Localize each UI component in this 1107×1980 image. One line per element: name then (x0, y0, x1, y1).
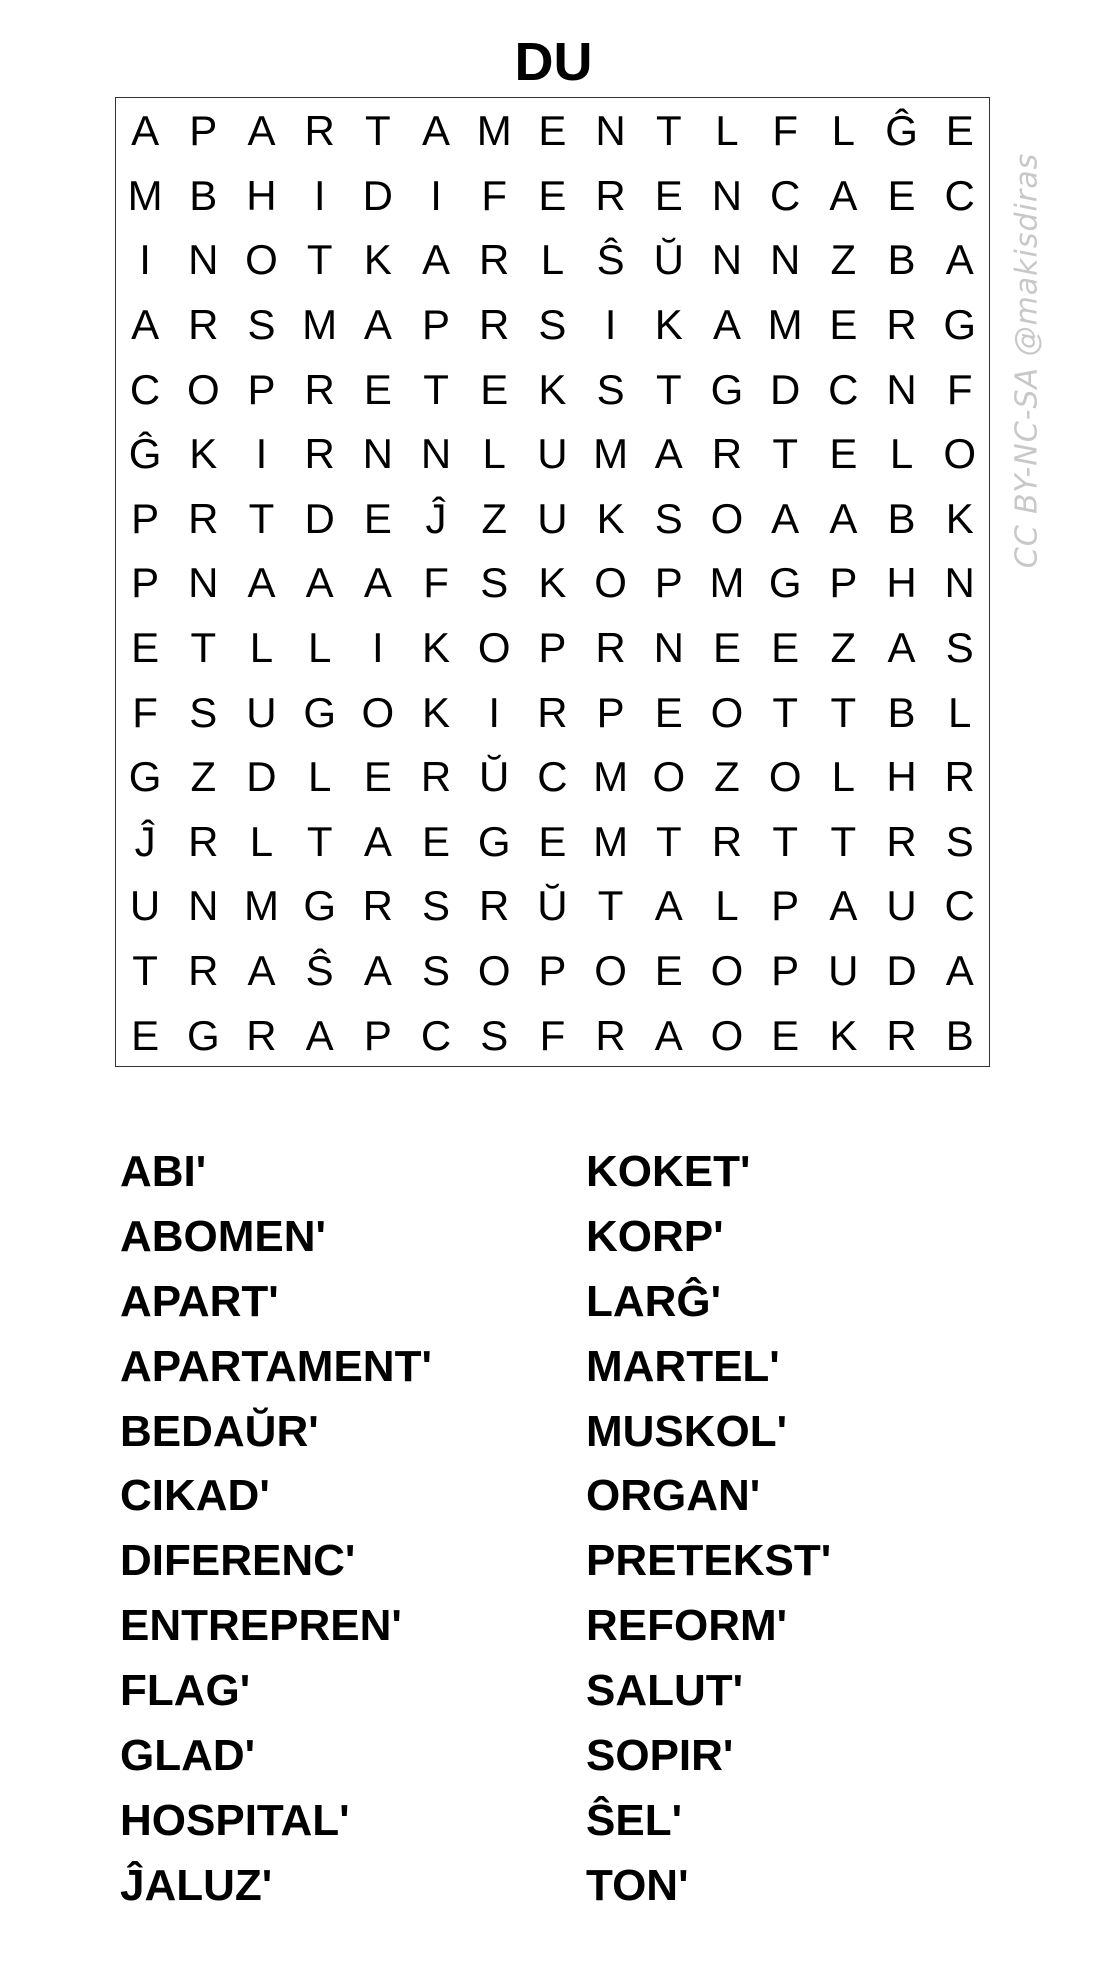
word-list-item: HOSPITAL' (120, 1795, 350, 1845)
word-list-item: KOKET' (586, 1147, 751, 1196)
grid-cell: N (362, 430, 394, 478)
grid-cell: B (887, 688, 916, 736)
grid-cell: M (127, 171, 163, 219)
grid-cell: O (652, 753, 686, 801)
grid-cell: U (537, 494, 568, 542)
grid-row (116, 874, 989, 939)
grid-cell: I (313, 171, 326, 219)
grid-cell: B (189, 171, 218, 219)
word-list-item: MUSKOL' (586, 1406, 788, 1456)
word-list-item: SOPIR' (586, 1731, 734, 1781)
grid-cell: S (189, 688, 218, 736)
grid-cell: P (247, 365, 276, 413)
grid-cell: P (654, 559, 683, 607)
word-list-item: ABOMEN' (120, 1211, 327, 1261)
grid-cell: M (767, 301, 803, 349)
grid-cell: A (422, 107, 451, 155)
grid-cell: R (886, 1011, 917, 1059)
grid-cell: K (654, 301, 683, 349)
grid-cell: B (887, 494, 916, 542)
grid-cell: D (886, 947, 917, 995)
grid-cell: G (128, 753, 162, 801)
grid-cell: Ŭ (537, 882, 568, 930)
grid-cell: R (188, 494, 219, 542)
grid-cell: N (886, 365, 917, 413)
grid-cell: L (482, 430, 506, 478)
word-list-item: ŜEL' (586, 1795, 683, 1845)
grid-cell: B (945, 1011, 974, 1059)
grid-cell: C (944, 171, 975, 219)
grid-cell: A (887, 624, 916, 672)
grid-cell: L (889, 430, 914, 478)
grid-cell: I (604, 301, 617, 349)
grid-cell: L (948, 688, 972, 736)
grid-cell: Ŝ (305, 947, 334, 995)
grid-cell: O (361, 688, 395, 736)
grid-cell: T (423, 365, 449, 413)
grid-cell: I (255, 430, 268, 478)
grid-cell: P (771, 882, 800, 930)
grid-cell: A (131, 107, 160, 155)
grid-row (116, 745, 989, 810)
grid-cell: Ŭ (653, 236, 684, 284)
grid-cell: T (248, 494, 275, 542)
grid-cell: L (540, 236, 565, 284)
grid-row (116, 357, 989, 422)
grid-cell: N (188, 236, 219, 284)
word-list-item: PRETEKST' (586, 1536, 832, 1586)
letter-grid (115, 97, 990, 1067)
grid-cell: O (594, 559, 627, 607)
grid-cell: Ŝ (596, 236, 625, 284)
word-list-item: TON' (586, 1860, 689, 1910)
grid-cell: Z (481, 494, 508, 542)
word-list-item: MARTEL' (586, 1341, 780, 1391)
grid-cell: S (945, 624, 974, 672)
grid-cell: N (711, 171, 743, 219)
grid-cell: E (422, 817, 451, 865)
grid-cell: A (654, 1011, 683, 1059)
grid-cell: D (362, 171, 394, 219)
grid-cell: E (538, 107, 567, 155)
grid-cell: R (479, 301, 510, 349)
grid-cell: N (653, 624, 684, 672)
grid-cell: G (477, 817, 511, 865)
grid-cell: M (302, 301, 338, 349)
word-list-left (120, 1140, 432, 1919)
grid-cell: E (480, 365, 509, 413)
grid-cell: A (131, 301, 160, 349)
grid-cell: A (829, 494, 858, 542)
grid-cell: A (247, 559, 276, 607)
grid-cell: A (771, 494, 800, 542)
word-list-item: GLAD' (120, 1731, 256, 1781)
grid-cell: P (189, 107, 218, 155)
grid-cell: T (597, 882, 624, 930)
word-list-item: LARĜ' (586, 1276, 722, 1326)
grid-cell: T (132, 947, 158, 995)
grid-cell: M (593, 430, 629, 478)
grid-cell: N (944, 559, 975, 607)
word-list-item: FLAG' (120, 1666, 251, 1716)
word-list-item: ABI' (120, 1147, 207, 1196)
grid-cell: S (422, 882, 451, 930)
grid-row (116, 810, 989, 875)
word-list-item: APARTAMENT' (120, 1341, 432, 1391)
grid-cell: E (538, 817, 567, 865)
grid-cell: F (423, 559, 449, 607)
grid-cell: P (363, 1011, 392, 1059)
grid-cell: T (772, 817, 798, 865)
grid-cell: R (595, 624, 626, 672)
grid-cell: R (188, 301, 219, 349)
grid-cell: L (831, 753, 856, 801)
grid-cell: A (945, 947, 974, 995)
grid-cell: O (594, 947, 627, 995)
grid-cell: C (769, 171, 801, 219)
grid-cell: T (655, 817, 682, 865)
grid-cell: G (303, 882, 336, 930)
grid-cell: F (481, 171, 508, 219)
grid-cell: O (710, 494, 744, 542)
grid-cell: F (539, 1011, 566, 1059)
grid-cell: G (710, 365, 744, 413)
grid-cell: K (829, 1011, 858, 1059)
grid-cell: L (307, 753, 332, 801)
grid-cell: L (715, 107, 739, 155)
grid-cell: U (537, 430, 568, 478)
grid-cell: R (304, 430, 335, 478)
grid-cell: S (480, 559, 509, 607)
grid-cell: A (363, 947, 392, 995)
grid-cell: U (246, 688, 277, 736)
grid-cell: I (488, 688, 501, 736)
grid-row (116, 1003, 989, 1068)
grid-cell: E (771, 1011, 800, 1059)
grid-cell: R (711, 430, 743, 478)
grid-cell: R (886, 817, 917, 865)
grid-cell: M (243, 882, 279, 930)
grid-cell: P (771, 947, 800, 995)
word-list-item: SALUT' (586, 1666, 744, 1716)
grid-cell: E (887, 171, 916, 219)
grid-cell: T (306, 817, 333, 865)
grid-row (116, 939, 989, 1004)
grid-cell: G (768, 559, 802, 607)
grid-cell: S (480, 1011, 509, 1059)
word-list-item: BEDAŬR' (120, 1406, 319, 1456)
grid-cell: M (476, 107, 512, 155)
grid-cell: K (538, 559, 567, 607)
grid-cell: U (828, 947, 859, 995)
grid-cell: G (303, 688, 336, 736)
grid-row (116, 487, 989, 552)
grid-row (116, 616, 989, 681)
grid-cell: R (595, 171, 626, 219)
grid-cell: N (711, 236, 743, 284)
grid-cell: K (945, 494, 974, 542)
grid-cell: L (831, 107, 856, 155)
grid-cell: T (190, 624, 217, 672)
grid-cell: P (422, 301, 451, 349)
grid-cell: K (596, 494, 625, 542)
grid-cell: S (538, 301, 567, 349)
grid-cell: Ŭ (479, 753, 510, 801)
grid-row (116, 293, 989, 358)
grid-cell: H (246, 171, 277, 219)
grid-cell: E (363, 365, 392, 413)
word-list-item: ORGAN' (586, 1471, 761, 1521)
grid-cell: E (654, 688, 683, 736)
grid-cell: R (479, 882, 510, 930)
grid-cell: E (654, 171, 683, 219)
grid-cell: O (710, 947, 744, 995)
grid-cell: C (828, 365, 859, 413)
grid-cell: R (886, 301, 917, 349)
grid-cell: F (132, 688, 158, 736)
word-list-item: APART' (120, 1276, 279, 1326)
grid-cell: O (943, 430, 977, 478)
grid-cell: S (945, 817, 974, 865)
license-watermark (997, 120, 1057, 600)
grid-cell: O (768, 753, 802, 801)
grid-cell: S (596, 365, 625, 413)
word-list-right (586, 1140, 831, 1919)
grid-cell: A (363, 817, 392, 865)
grid-cell: E (771, 624, 800, 672)
grid-cell: A (305, 559, 334, 607)
grid-cell: T (830, 688, 857, 736)
grid-cell: L (249, 624, 274, 672)
grid-cell: R (595, 1011, 626, 1059)
grid-cell: P (131, 494, 160, 542)
grid-cell: O (477, 947, 511, 995)
grid-cell: Ĵ (425, 494, 447, 542)
grid-cell: S (247, 301, 276, 349)
grid-cell: N (769, 236, 801, 284)
grid-row (116, 164, 989, 229)
grid-cell: O (710, 1011, 744, 1059)
grid-cell: T (655, 365, 682, 413)
grid-cell: N (595, 107, 626, 155)
grid-cell: R (304, 107, 335, 155)
grid-cell: A (654, 882, 683, 930)
grid-cell: U (129, 882, 161, 930)
grid-cell: Z (714, 753, 740, 801)
grid-cell: T (306, 236, 333, 284)
grid-cell: T (655, 107, 682, 155)
grid-row (116, 228, 989, 293)
grid-cell: D (304, 494, 335, 542)
grid-cell: N (188, 559, 219, 607)
grid-cell: P (131, 559, 160, 607)
grid-cell: R (188, 947, 219, 995)
grid-cell: R (944, 753, 975, 801)
word-list-item: DIFERENC' (120, 1536, 356, 1586)
grid-cell: A (247, 107, 276, 155)
grid-cell: B (887, 236, 916, 284)
grid-cell: A (829, 882, 858, 930)
word-list-item: CIKAD' (120, 1471, 270, 1521)
grid-cell: K (538, 365, 567, 413)
grid-cell: R (711, 817, 743, 865)
grid-cell: N (188, 882, 219, 930)
grid-cell: E (363, 753, 392, 801)
grid-cell: T (365, 107, 391, 155)
grid-cell: K (422, 624, 451, 672)
grid-cell: O (477, 624, 511, 672)
grid-cell: S (422, 947, 451, 995)
grid-cell: H (886, 753, 917, 801)
grid-cell: E (363, 494, 392, 542)
word-list-item: ENTREPREN' (120, 1601, 402, 1651)
grid-cell: E (712, 624, 741, 672)
grid-cell: Z (830, 236, 857, 284)
grid-cell: R (479, 236, 510, 284)
grid-cell: E (654, 947, 683, 995)
grid-cell: R (537, 688, 568, 736)
word-list-item: REFORM' (586, 1601, 788, 1651)
grid-cell: H (886, 559, 917, 607)
word-list-item: KORP' (586, 1211, 724, 1261)
grid-cell: A (829, 171, 858, 219)
grid-cell: A (363, 301, 392, 349)
grid-cell: D (769, 365, 801, 413)
grid-cell: P (538, 624, 567, 672)
grid-cell: A (712, 301, 741, 349)
grid-cell: A (945, 236, 974, 284)
grid-cell: F (772, 107, 798, 155)
grid-cell: Ĝ (128, 430, 162, 478)
grid-cell: E (538, 171, 567, 219)
grid-cell: I (139, 236, 151, 284)
grid-cell: R (188, 817, 219, 865)
grid-cell: G (943, 301, 977, 349)
grid-cell: T (772, 688, 798, 736)
grid-cell: E (131, 624, 160, 672)
grid-cell: M (593, 753, 629, 801)
grid-cell: E (829, 301, 858, 349)
grid-cell: C (944, 882, 975, 930)
grid-cell: O (186, 365, 220, 413)
grid-cell: L (715, 882, 739, 930)
grid-cell: O (245, 236, 278, 284)
grid-cell: E (131, 1011, 160, 1059)
grid-row (116, 680, 989, 745)
grid-row (116, 422, 989, 487)
grid-cell: T (830, 817, 857, 865)
grid-cell: K (189, 430, 218, 478)
grid-cell: A (422, 236, 451, 284)
grid-cell: E (945, 107, 974, 155)
grid-cell: A (363, 559, 392, 607)
grid-cell: O (710, 688, 744, 736)
grid-cell: G (186, 1011, 220, 1059)
grid-cell: I (430, 171, 442, 219)
grid-cell: E (829, 430, 858, 478)
watermark-text: CC BY-NC-SA @makisdiras (1009, 152, 1045, 568)
grid-cell: A (305, 1011, 334, 1059)
grid-cell: R (304, 365, 335, 413)
grid-cell: R (246, 1011, 277, 1059)
grid-cell: P (538, 947, 567, 995)
grid-cell: F (946, 365, 973, 413)
word-list-item: ĴALUZ' (120, 1860, 273, 1910)
grid-row (116, 99, 989, 164)
grid-cell: A (247, 947, 276, 995)
grid-cell: R (362, 882, 394, 930)
grid-cell: C (537, 753, 568, 801)
grid-cell: A (654, 430, 683, 478)
grid-cell: D (246, 753, 277, 801)
grid-cell: S (654, 494, 683, 542)
grid-cell: I (372, 624, 384, 672)
grid-cell: Z (830, 624, 857, 672)
grid-cell: C (420, 1011, 452, 1059)
grid-cell: M (593, 817, 629, 865)
grid-cell: K (422, 688, 451, 736)
grid-cell: L (307, 624, 332, 672)
grid-cell: T (772, 430, 798, 478)
grid-row (116, 551, 989, 616)
grid-cell: P (829, 559, 858, 607)
grid-cell: Ĝ (885, 107, 918, 155)
grid-cell: R (420, 753, 452, 801)
grid-cell: L (249, 817, 274, 865)
grid-cell: M (709, 559, 745, 607)
grid-cell: Z (190, 753, 217, 801)
grid-cell: Ĵ (134, 817, 156, 865)
grid-cell: K (363, 236, 392, 284)
grid-cell: U (886, 882, 917, 930)
grid-cell: C (129, 365, 161, 413)
grid-cell: P (596, 688, 625, 736)
grid-cell: N (420, 430, 452, 478)
page-title: DU (514, 32, 593, 92)
